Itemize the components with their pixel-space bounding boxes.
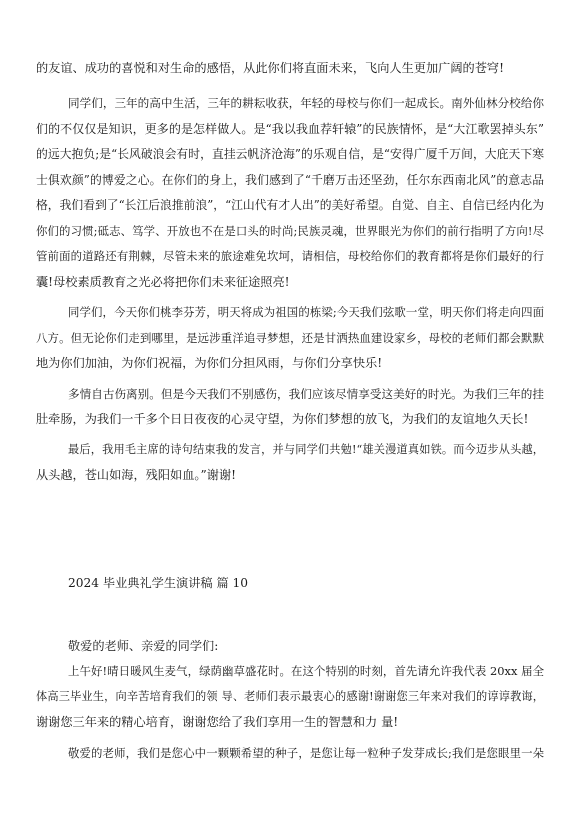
text-line: 同学们，今天你们桃李芬芳，明天将成为祖国的栋梁;今天我们弦歌一堂，明天你们将走向四面 [68,305,544,319]
text-line: 肚牵肠，为我们一千多个日日夜夜的心灵守望，为你们梦想的放飞，为我们的友谊地久天长! [36,412,529,426]
text-line: 们的不仅仅是知识，更多的是怎样做人。是“我以我血荐轩辕”的民族情怀，是“大江歌罢掉头东” [36,122,544,136]
text-line: 士俱欢颜”的博爱之心。在你们的身上，我们感到了“千磨万击还坚劲，任尔东西南北风”的意志品 [36,173,544,187]
text-line: 最后，我用毛主席的诗句结束我的发言，并与同学们共勉!“雄关漫道真如铁。而今迈步从头越， [68,443,544,456]
text-line: 敬爱的老师，我们是您心中一颗颗希望的种子，是您让每一粒种子发芽成长;我们是您眼里一朵 [68,746,544,760]
text-line: 八方。但无论你们走到哪里，是远涉重洋追寻梦想，还是甘洒热血建设家乡，母校的老师们都会默默 [36,331,544,345]
section-heading: 2024 毕业典礼学生演讲稿 篇 10 [68,576,249,590]
text-line: 同学们，三年的高中生活，三年的耕耘收获，年轻的母校与你们一起成长。南外仙林分校给你 [68,96,544,110]
text-line: 你们的习惯;砥志、笃学、开放也不在是口头的时尚;民族灵魂，世界眼光为你们的前行指明了方向!尽 [36,224,544,238]
text-line: 囊!母校素质教育之光必将把你们未来征途照亮! [36,275,290,289]
text-line: 多情自古伤离别。但是今天我们不别感伤，我们应该尽情享受这美好的时光。为我们三年的挂 [68,387,544,401]
text-line: 的远大抱负;是“长风破浪会有时，直挂云帆济沧海”的乐观自信，是“安得广厦千万间，大庇天下寒 [36,147,544,161]
text-line: 的友谊、成功的喜悦和对生命的感悟，从此你们将直面未来，飞向人生更加广阔的苍穹! [36,61,505,75]
text-line: 谢谢您三年来的精心培育，谢谢您给了我们享用一生的智慧和力 量! [36,715,399,729]
text-line: 格，我们看到了“长江后浪推前浪”，“江山代有才人出”的美好希望。自觉、自主、自信已经内化为 [36,198,544,212]
text-line: 管前面的道路还有荆棘，尽管未来的旅途难免坎坷，请相信，母校给你们的教育都将是你们最好的行 [36,249,544,263]
salutation: 敬爱的老师、亲爱的同学们: [68,639,219,653]
text-line: 地为你们加油，为你们祝福，为你们分担风雨，与你们分享快乐! [36,356,383,370]
text-line: 上午好!晴日暖风生麦气，绿荫幽草盛花时。在这个特别的时刻，首先请允许我代表 20xx 届全 [68,664,544,678]
text-line: 体高三毕业生，向辛苦培育我们的领 导、老师们表示最衷心的感谢!谢谢您三年来对我们的谆谆教诲， [36,690,544,703]
text-line: 从头越，苍山如海，残阳如血。”谢谢! [36,468,237,482]
